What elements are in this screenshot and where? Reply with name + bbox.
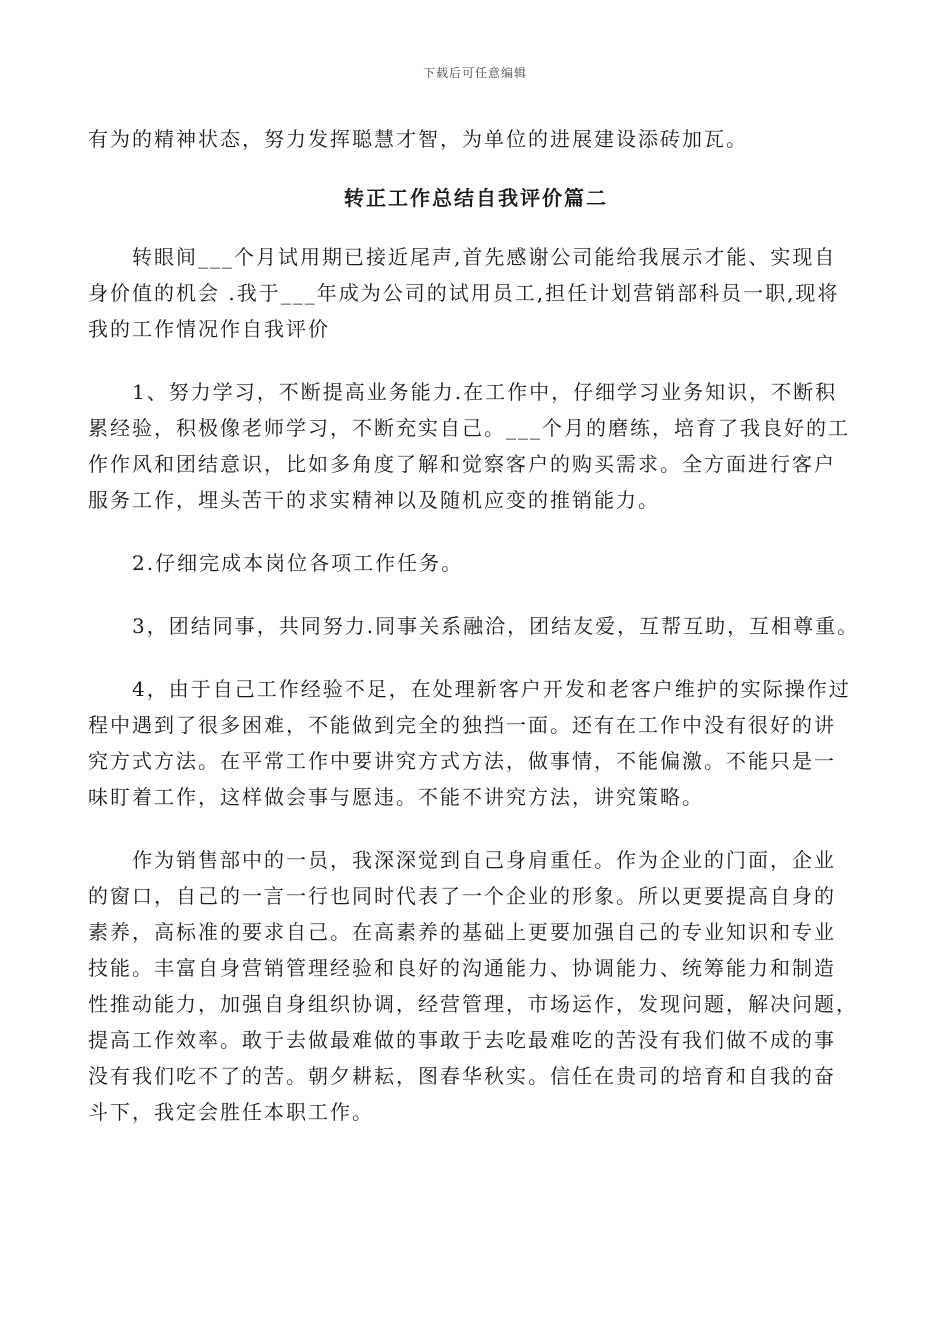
paragraph — [88, 374, 864, 518]
paragraph-line: 3，团结同事，共同努力.同事关系融洽，团结友爱，互帮互助，互相尊重。 — [132, 614, 860, 638]
document-body — [88, 121, 864, 1157]
paragraph-line: 服务工作，埋头苦干的求实精神以及随机应变的推销能力。 — [88, 488, 660, 512]
opening-line: 有为的精神状态，努力发挥聪慧才智，为单位的进展建设添砖加瓦。 — [88, 127, 748, 151]
paragraph-line: 4，由于自己工作经验不足，在处理新客户开发和老客户维护的实际操作过 — [132, 677, 851, 701]
paragraph-line: 程中遇到了很多困难，不能做到完全的独挡一面。还有在工作中没有很好的讲 — [88, 713, 836, 737]
header-note: 下载后可任意编辑 — [422, 66, 527, 80]
paragraph-line: 作作风和团结意识，比如多角度了解和觉察客户的购买需求。全方面进行客户 — [88, 452, 836, 476]
paragraph-line: 素养，高标准的要求自己。在高素养的基础上更要加强自己的专业知识和专业 — [88, 920, 836, 944]
paragraph-line: 的窗口，自己的一言一行也同时代表了一个企业的形象。所以更要提高自身的 — [88, 884, 836, 908]
section-title: 转正工作总结自我评价篇二 — [344, 186, 608, 210]
paragraph-line: 身价值的机会 .我于___年成为公司的试用员工,担任计划营销部科员一职,现将 — [88, 281, 840, 305]
paragraph-line: 我的工作情况作自我评价 — [88, 317, 330, 341]
paragraph-line: 斗下，我定会胜任本职工作。 — [88, 1100, 374, 1124]
paragraph — [88, 239, 864, 347]
paragraph — [88, 608, 864, 644]
paragraph-line: 味盯着工作，这样做会事与愿违。不能不讲究方法，讲究策略。 — [88, 785, 704, 809]
paragraph-line: 转眼间___个月试用期已接近尾声,首先感谢公司能给我展示才能、实现自 — [132, 245, 837, 269]
paragraph — [88, 842, 864, 1130]
paragraph-line: 作为销售部中的一员，我深深觉到自己身肩重任。作为企业的门面，企业 — [132, 848, 836, 872]
paragraph-line: 提高工作效率。敢于去做最难做的事敢于去吃最难吃的苦没有我们做不成的事 — [88, 1028, 836, 1052]
paragraph-line: 性推动能力，加强自身组织协调，经营管理，市场运作，发现问题，解决问题， — [88, 992, 858, 1016]
paragraph-line: 2.仔细完成本岗位各项工作任务。 — [132, 551, 464, 575]
paragraph-line: 究方式方法。在平常工作中要讲究方式方法，做事情，不能偏激。不能只是一 — [88, 749, 836, 773]
paragraph-line: 累经验，积极像老师学习，不断充实自己。___个月的磨练，培育了我良好的工 — [88, 416, 850, 440]
paragraph-line: 技能。丰富自身营销管理经验和良好的沟通能力、协调能力、统筹能力和制造 — [88, 956, 836, 980]
paragraph-line: 1、努力学习，不断提高业务能力.在工作中，仔细学习业务知识，不断积 — [132, 380, 838, 404]
paragraph — [88, 545, 864, 581]
paragraph-line: 没有我们吃不了的苦。朝夕耕耘，图春华秋实。信任在贵司的培育和自我的奋 — [88, 1064, 836, 1088]
paragraph — [88, 671, 864, 815]
